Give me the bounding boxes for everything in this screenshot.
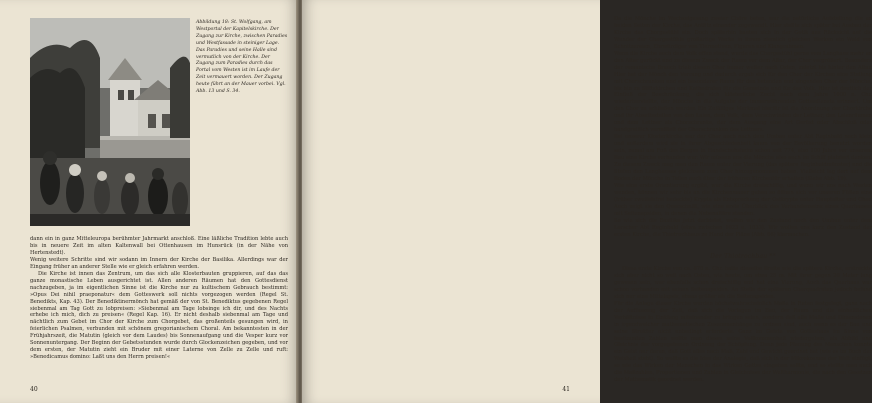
page-number-left: 40 bbox=[30, 386, 38, 393]
paragraph: Für die Anlage dieser Kirche wurden höchstwahrscheinlich Maße in Ruten festgelegt, ganz nach der Auffassung der Zeit, daß sich die Vorlagen im Bau, der Raum und die einheitlichen Verhältnisse in Einklang miteinander zu bringen seien, sondern daß alle Maße und Dimensionen in irgendwelcher mathematischen Zusammenhänge zu ordnen sind, auch wenn es der Bau und seine Struktur nicht unbedingt erforderte. Ganz im Geiste von Gotteshaus im Sinne von bestimmten Zahlen wollte man dieses seine Vollkommenheit wiedergeben, als Abbild und Gleichnis der vorgegebenen Ordnung der Schöpfung. Denn jede Planung des Menschen konnte ein Geist nur daran, daß Gott alles nach Maß, Zahl und Gewicht geordnet hat (wie es im Buch der Weisheit steht). So wollte es die Idee der Analogie, daß sich in der Mikrokosmos der Welt einfügt, so wie das Wirken der Menschen in das Wirken Gottes eingehen sollte, und so stellte man auch die Maßzahlen, Proportionen und Zahlen in Gleichnisse der Weltharmonie, die nach den Gesetzen der Mathematik geordnet werden. bbox=[614, 300, 872, 384]
paragraph: dann ein in ganz Mitteleuropa berühmter Jahrmarkt anschloß. Eine läßliche Tradition lebte auch bis in neuere Zeit im alten Kaltenwall bei Ottenhausen im Hunsrück (in der Nähe von Hertenstedt). bbox=[30, 236, 288, 256]
right-body-text-bottom bbox=[614, 266, 872, 384]
paragraph: Wie eine erste Orientierung ergibt, war die Kirche dreischiffig, und wenn wir uns nach Westen wenden, können wir sehr bis an die Kirchenmauer gehen so öffnen sich vor unseren Füßen eine (früher zweifelsfrei bedeckte) Krypta als Entsprechung der Ostkrypta unter Hauptaltar und Chor. Auch zeigt sie den Querschnitt, wie eine erste Überblick das Verhandenseins eines Querhauses mit Seitenapsiden, in denen die Nebenaltäre standen. bbox=[614, 182, 872, 217]
paragraph: Wenn die Kirche auch dem Volk offen stand, wurde das Chorgestühl gerne vom Langhaus mehr an den Altar gerückt und zu diesem Zweck der Raum vor dem Altar, der Chor vergrößert. Besonders der romanische Brauch trieb diesen Chor immer weiter nach Osten, zuletzt bis hinter den Altar. Hier hat der Mönch den Vorrang und dadurch ergab sich für den Chor der Kirchen eine Stellung mit Chorschranken und ein besonderer Raum für den betenden und singenden Chor der Mönche, bis hin zu Stiftskirchen und Kathedralen für die Gemeinde und für das Volk. Hier ist deutlich der Einfluß der Beschränkung, die sich klösterliche Zucht nach dem Jahre 1000 n. Chr. wiederherstellte, der Mönche in die Aufgabe der immerwährenden Gottesdienste erinnert. Um den Chor zu schließen wurden Ein Zufälliges Merkmal hierfür ist die Anordnung der Chorkirche und ihr Abseitsstellen von den Laien, dem Volk, dem Verschwinden der Lettner, den Laienräumen und dem Lettner als Chorschranke, der dem Ausgang eine Art Gerüst oder Abschluß oder handgreiflich vermittelt der Chorschranken des Lettners. bbox=[614, 50, 872, 134]
paragraph: Bei unserer Klosterkirche war der Chor auch nach dem Umbau unter Abt Reginbald noch klein und außerdem wird sie in ihrer Abgeschiedenheit kaum von der Bevölkerung benutzt worden sein, zumal am Fuß des Berges in Handschuhsheim schon seit 774, also 100 Jahre vor unserem Bau eine Kirche vorhanden war. Wir müssen uns die Mönche also auch im Schiff platziert denken. Zu diesem Zweck mag man den Raum unter der Vierung (das spätere Reginbaldmünster) und die Stufen den Langhauses gleichsam zum Chor hinzugenommen haben. Vielleicht lag dort auf dem Boden der Mönche in Teilen auch über der früheren Kirchentür erhalten (Siehe Abb. 19). bbox=[614, 134, 872, 182]
photo-caption: Abbildung 18: St. Wolfgang, am Westportal der Kapitelskirche. Der Zugang zur Kirche, zwischen Paradies und Westfassade in steiniger Lage. Das Paradies und seine Halle sind vermutlich von der Kirche. Der Zugang zum Paradies durch das Portal vom Westen ist im Laufe der Zeit vermauert worden. Der Zugang heute führt an der Mauer vorbei. Vgl. Abb. 13 und S. 34. bbox=[196, 20, 288, 95]
paragraph: Die Kirche ist innen das Zentrum, um das sich alle Klosterbauten gruppieren, auf das das ganze monastische Leben ausgerichtet ist. Allen anderen Räumen hat den Gottesdienst nachzugeben, ja im eigentlichen Sinne ist die Kirche nur zu kultischem Gebrauch bestimmt: »Opus Dei nihil praeponatur« dem Gotteswerk soll nichts vorgezogen werden (Regel St. Benedikts, Kap. 43). Der Benediktinermönch hat gemäß der von St. Benediktus gegebenen Regel siebenmal am Tag Gott zu lobpreisen: »Siebenmal am Tage lobsinge ich dir, und des Nachts erhebe ich mich, dich zu preisen« (Regel Kap. 16). Er nicht deshalb siebenmal am Tage und nächtlich zum Gebet im Chor der Kirche zum Chorgebet, das großenteils gesungen wird, in feierlichen Psalmen, verbunden mit schönem gregorianischem Choral. Am bekanntesten in der Frühjahrszeit, die Matutin (gleich vor dem Laudes) bis Sonnenaufgang und die Vesper kurz vor Sonnenuntergang. Der Beginn der Gebetsstunden wurde durch Glockenzeichen gegeben, und vor dem ersten, der Matutin zieht ein Bruder mit einer Laterne von Zelle zu Zelle und ruft: »Benedicamus domino: Laßt uns den Herrn preisen!« bbox=[30, 270, 288, 361]
photo-church-facade bbox=[30, 18, 190, 226]
right-body-text-top bbox=[614, 16, 872, 239]
paragraph: Da die Mönche im Wechselgesang zweier Chöre beten, war die natürliche Aufstellung die an beiden Seiten der Kirche, das Antlitz einander zugewandt. Hier stellte sich später bei Ausbau der Kirche das Chorgestühl ein. Doch späterhin bauten sich in der Gotik aus Rücksicht auf die Wunder der Chorgestühle großartige Werke in ihrem ziemlich gleichen Werken ein Wald von Schnitzereien, Ehrwürdiger von Tiermotiven, Figuren und Klangrahmen. bbox=[614, 16, 872, 50]
church-photo-illustration bbox=[30, 18, 190, 226]
paragraph: So wie sich die Basilika jetzt darbietet, wollen wir den Zustand noch den Umbau unter dem Lorscher Abt Reginbald (etwa zwischen 1023 u. 1033). Wir wollen uns kurz den Zustand der ersten Kirche, die Thiotrochhaus zu Hand der Pläne (Abb. 66) klarmachen. bbox=[614, 217, 872, 238]
right-page bbox=[302, 0, 872, 403]
left-body-text bbox=[30, 236, 288, 361]
page-number-right: 41 bbox=[562, 386, 570, 393]
paragraph: Wenig weitere Schritte sind wir sodann im Innern der Kirche der Basilika. Allerdings war der Eingang früher an anderer Stelle wie er gleich erfahren werden. bbox=[30, 256, 288, 270]
left-page bbox=[0, 0, 298, 403]
section-heading: Der Thiotrochbau ** bbox=[710, 253, 776, 260]
paragraph: Diese erste Kirche von ca. 870 n. Chr. hatte dieselbe Breite wie die spätere Kirche, erstreckte sich aber nicht so weit nach Osten, wie heute, um etwa 25 m. Mit ihrer gegen 20 Meter lang gewesen sein, war ebenfalls schon dreischiffig und hat eine Vierung, Auch das Querhaus war schon vorhanden mit seinen Seitenapsiden. An Stelle der späteren Chorquadraten jedoch befand sich nur eine Mittelapsis, etwas größer als die Seitenapsiden. bbox=[614, 266, 872, 300]
